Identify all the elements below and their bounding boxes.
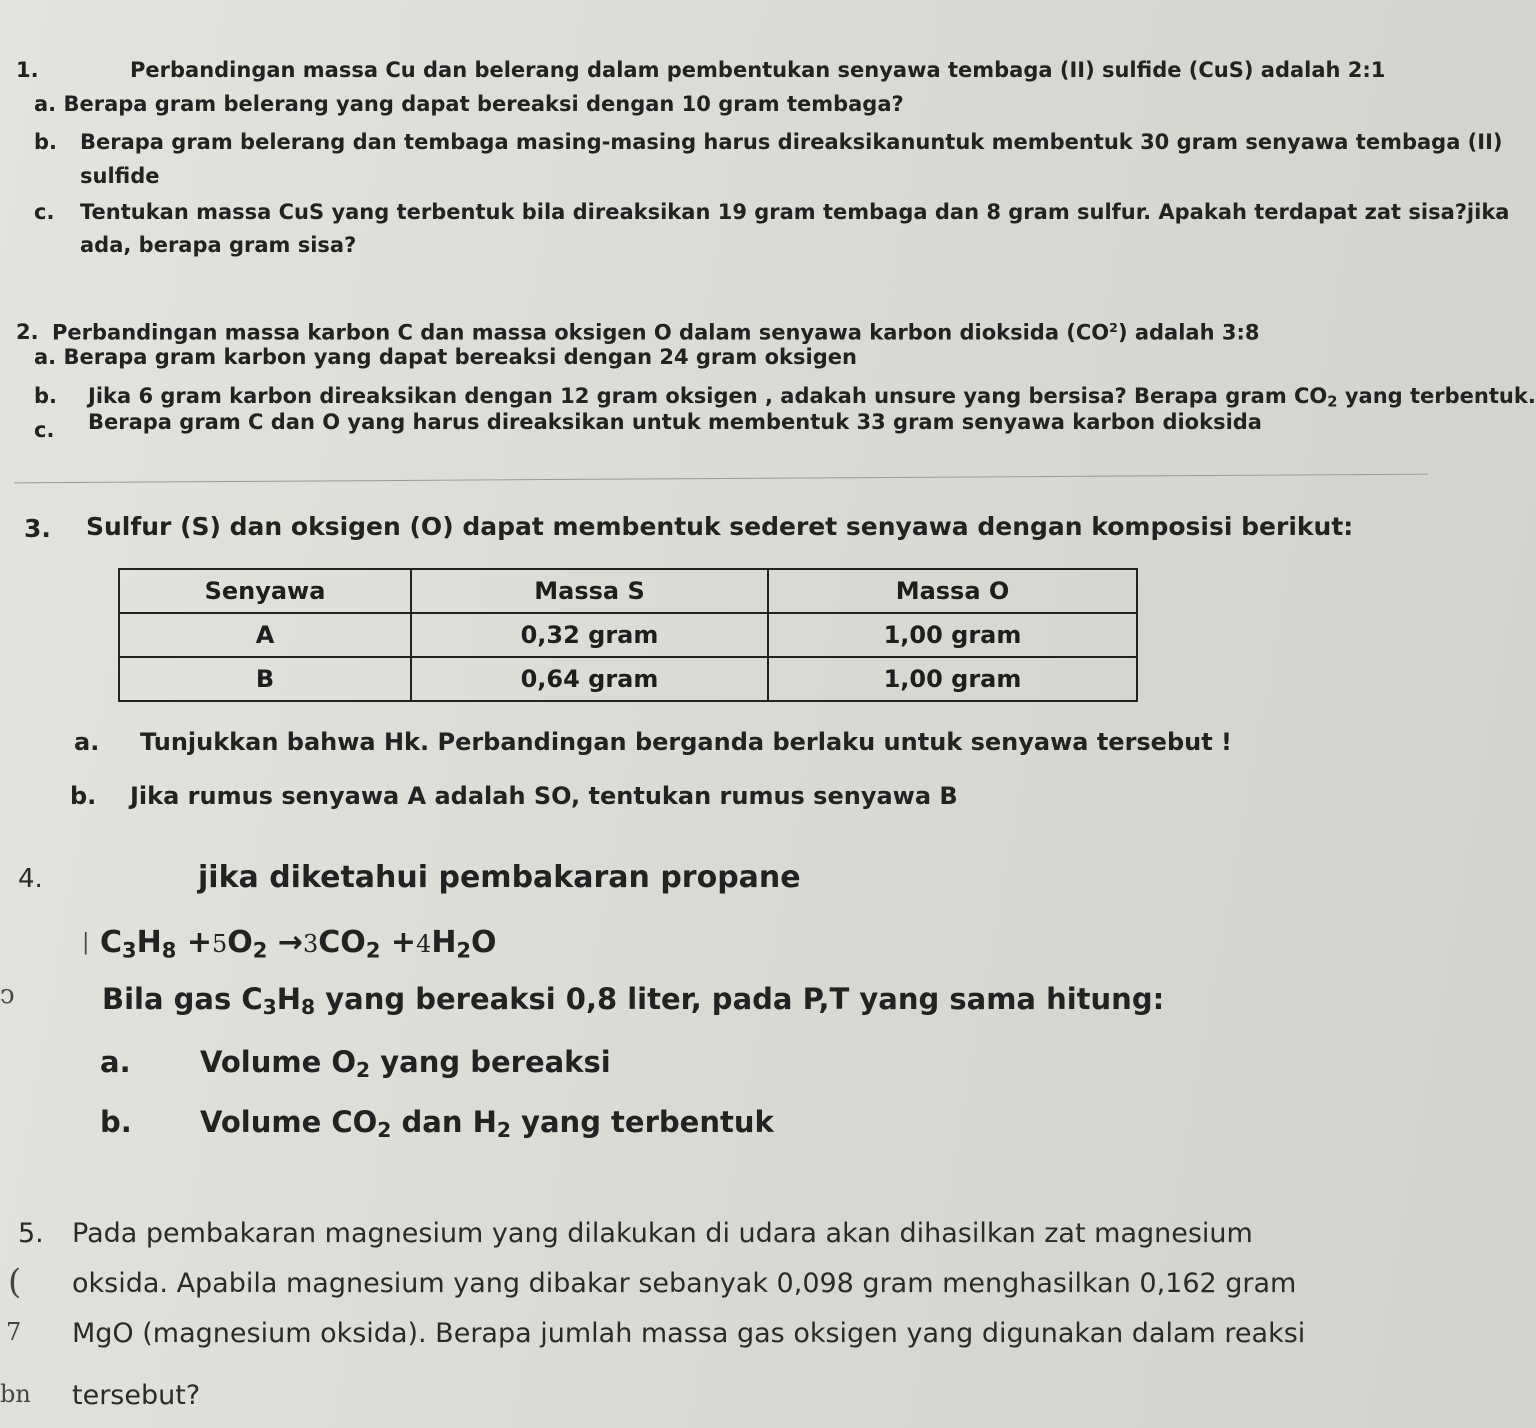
q3-part-a: Tunjukkan bahwa Hk. Perbandingan berganda berlaku untuk senyawa tersebut !: [140, 728, 1232, 756]
table-row: [119, 613, 1137, 657]
table-header: Senyawa: [119, 569, 411, 613]
q4-number: 4.: [18, 864, 43, 894]
pen-mark: bn: [0, 1380, 31, 1408]
q1-part-a: a. Berapa gram belerang yang dapat bereaksi dengan 10 gram tembaga?: [34, 92, 904, 116]
q3-part-a-label: a.: [74, 728, 100, 756]
table-cell: 1,00 gram: [768, 613, 1137, 657]
q2-part-a: a. Berapa gram karbon yang dapat bereaksi dengan 24 gram oksigen: [34, 345, 857, 369]
q2-part-b: Jika 6 gram karbon direaksikan dengan 12 gram oksigen , adakah unsure yang bersisa? Berapa gram $CO_2$ yang terbentuk.: [88, 384, 1536, 411]
propane-combustion-equation: $C_3H_8 +5O_2 \to 3CO_2 +4H_2O$: [100, 925, 497, 963]
q2-part-c-label: c.: [34, 418, 55, 442]
pen-mark: (: [8, 1262, 22, 1302]
table-cell: 0,32 gram: [411, 613, 768, 657]
q4-part-a: Volume $O_2$ yang bereaksi: [200, 1045, 611, 1083]
table-cell: 0,64 gram: [411, 657, 768, 701]
q2-part-b-label: b.: [34, 384, 58, 408]
pen-mark: ↄ: [0, 980, 15, 1010]
q4-given: Bila gas $C_3H_8$ yang bereaksi 0,8 liter, pada P,T yang sama hitung:: [102, 982, 1165, 1020]
q1-part-b-label: b.: [34, 130, 58, 154]
q5-line-3: MgO (magnesium oksida). Berapa jumlah massa gas oksigen yang digunakan dalam reaksi: [72, 1318, 1306, 1349]
q5-line-2: oksida. Apabila magnesium yang dibakar sebanyak 0,098 gram menghasilkan 0,162 gram: [72, 1268, 1297, 1299]
pen-mark: |: [82, 930, 90, 955]
q1-text: Perbandingan massa Cu dan belerang dalam pembentukan senyawa tembaga (II) sulfide (CuS) adalah 2:1: [130, 58, 1386, 82]
q5-number: 5.: [18, 1218, 44, 1249]
q2-number: 2.: [16, 320, 39, 344]
q1-part-b-cont: sulfide: [80, 164, 160, 188]
table-header: Massa O: [768, 569, 1137, 613]
q3-part-b: Jika rumus senyawa A adalah SO, tentukan rumus senyawa B: [130, 782, 958, 810]
table-cell: 1,00 gram: [768, 657, 1137, 701]
q1-part-c-cont: ada, berapa gram sisa?: [80, 233, 357, 257]
q2-part-c: Berapa gram C dan O yang harus direaksikan untuk membentuk 33 gram senyawa karbon dioksida: [88, 410, 1262, 434]
q3-text: Sulfur (S) dan oksigen (O) dapat membentuk sederet senyawa dengan komposisi berikut:: [86, 512, 1354, 541]
q1-number: 1.: [16, 58, 39, 82]
section-divider: [14, 474, 1428, 484]
table-cell: B: [119, 657, 411, 701]
q5-line-1: Pada pembakaran magnesium yang dilakukan di udara akan dihasilkan zat magnesium: [72, 1218, 1253, 1249]
q4-part-b: Volume $CO_2$ dan $H_2$ yang terbentuk: [200, 1105, 774, 1143]
q5-line-4: tersebut?: [72, 1380, 201, 1411]
table-header: Massa S: [411, 569, 768, 613]
q4-part-b-label: b.: [100, 1105, 132, 1139]
q2-text: Perbandingan massa karbon C dan massa oksigen O dalam senyawa karbon dioksida $(CO^2)$ adalah 3:8: [52, 320, 1260, 345]
table-row: [119, 657, 1137, 701]
q1-part-c-label: c.: [34, 200, 55, 224]
pen-mark: 7: [6, 1318, 22, 1346]
q1-part-b: Berapa gram belerang dan tembaga masing-masing harus direaksikanuntuk membentuk 30 gram senyawa tembaga (II): [80, 130, 1503, 154]
q3-number: 3.: [24, 514, 51, 543]
q3-part-b-label: b.: [70, 782, 97, 810]
q1-part-c: Tentukan massa CuS yang terbentuk bila direaksikan 19 gram tembaga dan 8 gram sulfur. Apakah terdapat zat sisa?jika: [80, 200, 1510, 224]
q4-part-a-label: a.: [100, 1045, 131, 1079]
q4-text: jika diketahui pembakaran propane: [198, 860, 801, 895]
table-header-row: [119, 569, 1137, 613]
composition-table: [118, 568, 1138, 702]
table-cell: A: [119, 613, 411, 657]
